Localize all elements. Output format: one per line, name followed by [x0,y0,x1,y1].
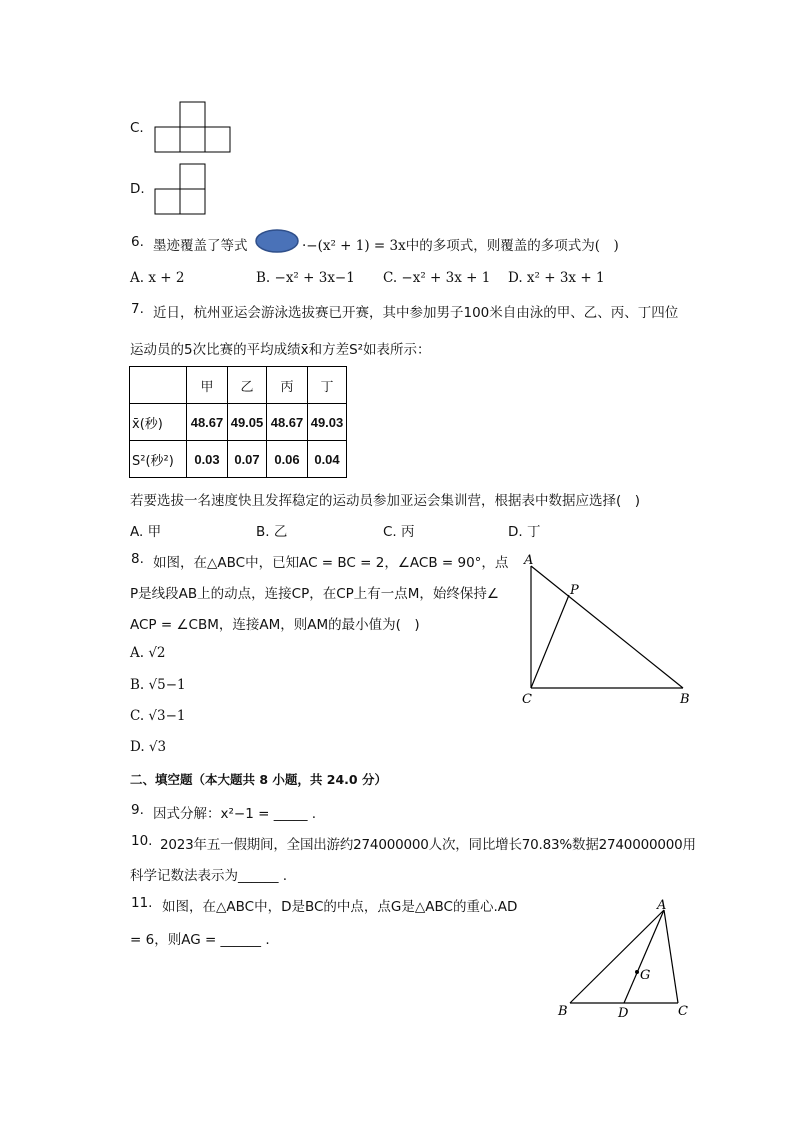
label-c: C [522,692,532,707]
q6-text: 墨迹覆盖了等式 [153,238,248,254]
q11-line2: = 6，则AG = ______ . [130,932,270,948]
q8-line3: ACP = ∠CBM，连接AM，则AM的最小值为( ) [130,617,420,633]
segment-ad [624,910,664,1003]
q8-option-a: A. √2 [130,645,166,661]
q10-line2: 科学记数法表示为______ . [130,868,288,884]
table-header-cell [130,367,187,404]
q7-option-c: C. 丙 [383,524,415,540]
segment-ac [664,910,678,1003]
q6-option-d: D. x² + 3x + 1 [508,270,605,286]
q7-number: 7. [131,301,144,317]
label-g: G [640,968,651,983]
table-cell: 0.07 [228,441,267,478]
q9-text: 因式分解：x²−1 = _____ . [153,806,317,822]
q11-line1: 如图，在△ABC中，D是BC的中点，点G是△ABC的重心.AD [162,899,518,915]
segment-ab [570,910,664,1003]
table-cell: 48.67 [267,404,308,441]
q6-option-b: B. −x² + 3x−1 [256,270,355,286]
table-row-label: S²(秒²) [130,441,187,478]
q6-equation: ·−(x² + 1) = 3x中的多项式，则覆盖的多项式为( ) [302,238,619,254]
label-b: B [680,692,690,707]
q10-line1: 2023年五一假期间，全国出游约274000000人次，同比增长70.83%数据2740000000用 [160,837,696,853]
segment-cp [531,595,569,688]
table-row-label: x̄(秒) [130,404,187,441]
triangle-abc-centroid-figure [552,895,702,1025]
table-header-cell: 乙 [228,367,267,404]
table-cell: 0.03 [187,441,228,478]
q8-option-d: D. √3 [130,739,167,755]
q8-line2: P是线段AB上的动点，连接CP，在CP上有一点M，始终保持∠ [130,586,500,602]
net-square [155,189,180,214]
section-heading: 二、填空题（本大题共 8 小题，共 24.0 分） [130,772,387,787]
point-g [635,970,639,974]
label-b: B [558,1004,568,1019]
net-square [180,102,205,127]
table-cell: 49.03 [308,404,347,441]
q9-number: 9. [131,802,144,818]
ink-blot-shape [254,228,302,256]
q8-option-c: C. √3−1 [130,708,186,724]
score-table [129,366,347,478]
table-cell: 48.67 [187,404,228,441]
q10-number: 10. [131,833,153,849]
option-c-label: C. [130,120,144,136]
q7-line2: 运动员的5次比赛的平均成绩x̄和方差S²如表所示： [130,342,431,358]
table-cell: 49.05 [228,404,267,441]
table-header-cell: 丙 [267,367,308,404]
q7-question: 若要选拔一名速度快且发挥稳定的运动员参加亚运会集训营，根据表中数据应选择( ) [130,493,641,509]
segment-ab [531,566,683,688]
label-a: A [657,898,667,913]
q8-number: 8. [131,551,144,567]
q6-option-a: A. x + 2 [130,270,185,286]
net-square [180,127,205,152]
q11-number: 11. [131,895,153,911]
q6-number: 6. [131,234,144,250]
table-row [130,404,347,441]
table-header-row [130,367,347,404]
label-a: A [524,553,534,568]
table-header-cell: 甲 [187,367,228,404]
q6-option-c: C. −x² + 3x + 1 [383,270,491,286]
table-cell: 0.04 [308,441,347,478]
q8-option-b: B. √5−1 [130,677,186,693]
net-square [180,164,205,189]
label-d: D [618,1006,629,1021]
q7-line1: 近日，杭州亚运会游泳选拔赛已开赛，其中参加男子100米自由泳的甲、乙、丙、丁四位 [153,305,679,321]
cube-net-c-figure [150,100,234,156]
q7-option-d: D. 丁 [508,524,541,540]
table-cell: 0.06 [267,441,308,478]
table-row [130,441,347,478]
q7-option-a: A. 甲 [130,524,162,540]
label-c: C [678,1004,688,1019]
net-square [180,189,205,214]
table-header-cell: 丁 [308,367,347,404]
net-square [205,127,230,152]
q7-option-b: B. 乙 [256,524,288,540]
label-p: P [570,583,579,598]
net-square [155,127,180,152]
cube-net-d-figure [150,162,210,218]
option-d-label: D. [130,181,145,197]
q8-line1: 如图，在△ABC中，已知AC = BC = 2，∠ACB = 90°，点 [153,555,509,571]
triangle-acb-figure [515,550,700,710]
